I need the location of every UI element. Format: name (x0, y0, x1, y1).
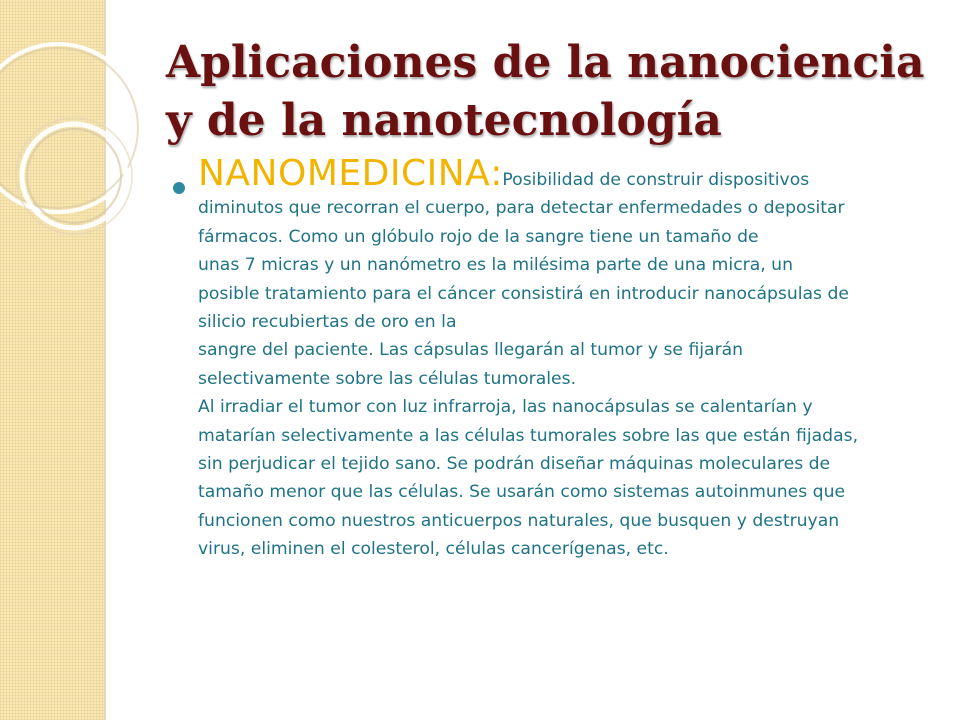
bullet-heading: NANOMEDICINA (198, 153, 491, 194)
body-line: fármacos. Como un glóbulo rojo de la sangre tiene un tamaño de (198, 226, 759, 247)
body-line: virus, eliminen el colesterol, células cancerígenas, etc. (198, 539, 669, 560)
title-line-1: Aplicaciones de la nanociencia (166, 37, 925, 88)
body-line: tamaño menor que las células. Se usarán como sistemas autoinmunes que (198, 482, 846, 503)
body-line: unas 7 micras y un nanómetro es la milésima parte de una micra, un (198, 255, 793, 276)
body-line: Posibilidad de construir dispositivos (502, 170, 810, 190)
body-line: diminutos que recorran el cuerpo, para detectar enfermedades o depositar (198, 198, 845, 219)
body-line: posible tratamiento para el cáncer consistirá en introducir nanocápsulas de (198, 283, 849, 304)
bullet-paragraph (198, 153, 938, 564)
slide-title (166, 34, 936, 150)
title-line-2: y de la nanotecnología (166, 95, 722, 146)
bullet-heading-colon: : (490, 153, 503, 194)
body-line: funcionen como nuestros anticuerpos naturales, que busquen y destruyan (198, 510, 840, 531)
body-line: sangre del paciente. Las cápsulas llegarán al tumor y se fijarán (198, 340, 744, 361)
body-line: Al irradiar el tumor con luz infrarroja, las nanocápsulas se calentarían y (198, 397, 813, 418)
ring-small-outer (16, 118, 132, 234)
body-line: selectivamente sobre las células tumorales. (198, 368, 577, 389)
bullet-dot (173, 182, 185, 194)
body-line: silicio recubiertas de oro en la (198, 312, 457, 333)
body-line: sin perjudicar el tejido sano. Se podrán diseñar máquinas moleculares de (198, 454, 831, 475)
body-line: matarían selectivamente a las células tumorales sobre las que están fijadas, (198, 425, 859, 446)
